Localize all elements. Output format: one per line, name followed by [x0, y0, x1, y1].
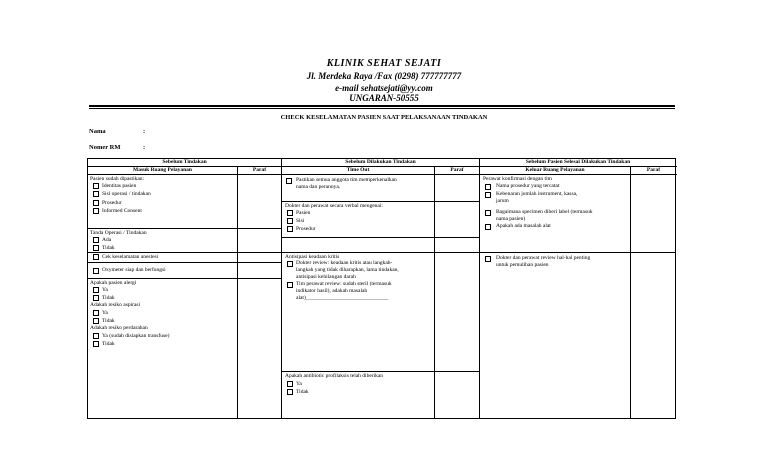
clinic-city: UNGARAN-50555	[349, 93, 419, 103]
instrument-count-line-2: jarum	[496, 198, 509, 204]
team-intro-line-2: nama dan perannya.	[296, 184, 341, 190]
checkbox-specimen-label[interactable]	[485, 210, 491, 216]
checkbox-team-intro[interactable]	[286, 178, 292, 184]
bleeding-yes-label: Ya (sudah disiapkan transfuse)	[102, 333, 170, 339]
checkbox-anesthesia[interactable]	[93, 254, 99, 260]
aspiration-no-label: Tidak	[102, 318, 115, 324]
section-before-finish: Sebelum Pasien Selesai Dilakukan Tindakan	[525, 159, 631, 165]
checkbox-identitas[interactable]	[93, 183, 99, 189]
clinic-name: KLINIK SEHAT SEJATI	[326, 58, 442, 69]
recovery-review-line-1: Dokter dan perawat review hal-hal penting	[496, 255, 591, 261]
confirmed-title: Pasien sudah dipastikan:	[90, 176, 145, 182]
checkbox-aspiration-no[interactable]	[93, 318, 99, 324]
equipment-problem-label: Apakah ada masalah alat	[496, 223, 551, 229]
clinic-email: e-mail sehatsejati@yy.com	[335, 83, 433, 93]
header-divider-thick	[89, 105, 675, 107]
verbal-sisi: Sisi	[296, 218, 305, 224]
item-informed-consent: Informed Consent	[102, 208, 142, 214]
checkbox-doctor-review[interactable]	[287, 261, 293, 267]
checkbox-procedure-name[interactable]	[485, 184, 491, 190]
col-divider-2	[281, 159, 282, 418]
item-identitas: Identitas pasien	[102, 183, 137, 189]
bleeding-no-label: Tidak	[102, 341, 115, 347]
nurse-review-line-3: alat)______________________________	[296, 295, 389, 301]
checkbox-nurse-review[interactable]	[287, 282, 293, 288]
col-divider-3	[434, 159, 435, 418]
subheader-paraf-1: Paraf	[252, 167, 267, 173]
antibiotic-yes-label: Ya	[296, 381, 302, 387]
subheader-paraf-3: Paraf	[646, 167, 661, 173]
header-divider-thin	[89, 108, 675, 109]
clinic-address: Jl. Merdeka Raya /Fax (0298) 777777777	[306, 71, 462, 81]
aspiration-yes-label: Ya	[102, 310, 108, 316]
verbal-title: Dokter dan perawat secara verbal mengenai:	[285, 203, 383, 209]
subheader-timeout: Time Out	[346, 167, 370, 173]
col-divider-1	[237, 159, 238, 418]
subheader-paraf-2: Paraf	[450, 167, 464, 173]
checkbox-instrument-count[interactable]	[485, 192, 491, 198]
subheader-keluar: Keluar Ruang Pelayanan	[525, 167, 585, 173]
section-before-action: Sebelum Dilakukan Tindakan	[345, 159, 416, 165]
checkbox-aspiration-yes[interactable]	[93, 310, 99, 316]
section-before-procedure: Sebelum Tindakan	[162, 159, 207, 165]
oximeter-label: Oxymeter siap dan berfungsi	[102, 267, 166, 273]
antibiotic-title: Apakah antibiotic profilaksis telah diberikan	[285, 373, 384, 379]
item-prosedur: Prosedur	[102, 200, 122, 206]
instrument-count-line-1: Kebenaran jumlah instrument, kassa,	[496, 191, 578, 197]
critical-title: Antisipasi keadaan kritis	[285, 254, 340, 260]
antibiotic-no-label: Tidak	[296, 389, 309, 395]
checkbox-verbal-pasien[interactable]	[287, 210, 293, 216]
mark-yes-label: Ada	[102, 237, 112, 243]
checkbox-antibiotic-yes[interactable]	[287, 381, 293, 387]
recovery-review-line-2: untuk pemulihan pasien	[496, 262, 549, 268]
bleeding-title: Adakah resiko perdarahan	[90, 325, 148, 331]
checklist-table	[87, 158, 676, 419]
checkbox-mark-no[interactable]	[93, 245, 99, 251]
subheader-row-line	[88, 174, 677, 175]
nurse-confirm-title: Perawat konfirmasi dengan tim	[483, 176, 552, 182]
checkbox-sisi-operasi[interactable]	[93, 191, 99, 197]
allergy-title: Apakah pasien alergi	[90, 280, 137, 286]
specimen-label-line-2: nama pasien)	[496, 216, 526, 222]
checkbox-antibiotic-no[interactable]	[287, 389, 293, 395]
allergy-yes-label: Ya	[102, 287, 108, 293]
nomor-rm-colon: :	[143, 144, 146, 151]
checkbox-verbal-prosedur[interactable]	[287, 226, 293, 232]
mark-no-label: Tidak	[102, 245, 115, 251]
checkbox-mark-yes[interactable]	[93, 237, 99, 243]
nurse-review-line-2: indikator hasil), adakah masalah	[296, 288, 368, 294]
verbal-pasien: Pasien	[296, 210, 311, 216]
doctor-review-line-2: langkah yang tidak diharapkan, lama tindakan,	[296, 267, 399, 273]
nama-label: Nama	[89, 128, 106, 135]
checkbox-equipment-problem[interactable]	[485, 224, 491, 230]
anesthesia-label: Cek keselamatan anestesi	[102, 254, 159, 260]
verbal-prosedur: Prosedur	[296, 226, 316, 232]
doctor-review-line-3: antisipasi kehilangan darah	[296, 274, 356, 280]
specimen-label-line-1: Bagaimana specimen diberi label (termasuk	[496, 209, 593, 215]
subheader-masuk: Masuk Ruang Pelayanan	[133, 167, 192, 173]
checkbox-allergy-no[interactable]	[93, 295, 99, 301]
nurse-review-line-1: Tim perawat review: sudah steril (termasuk	[296, 281, 392, 287]
mark-title: Tanda Operasi / Tindakan	[90, 230, 147, 236]
team-intro-line-1: Pastikan semua anggota tim memperkenalkan	[296, 177, 397, 183]
col-divider-4	[479, 159, 480, 418]
checkbox-bleeding-no[interactable]	[93, 341, 99, 347]
aspiration-title: Adakah resiko aspirasi	[90, 302, 141, 308]
procedure-name-label: Nama prosedur yang tercatat	[496, 183, 560, 189]
doctor-review-line-1: Dokter review: keadaan kritis atau langkah-	[296, 260, 393, 266]
nomor-rm-label: Nomer RM	[89, 144, 121, 151]
nama-colon: :	[143, 128, 146, 135]
checkbox-oximeter[interactable]	[93, 268, 99, 274]
item-sisi-operasi: Sisi operasi / tindakan	[102, 191, 151, 197]
form-title: CHECK KESELAMATAN PASIEN SAAT PELAKSANAAN TINDAKAN	[280, 114, 488, 121]
checkbox-prosedur[interactable]	[93, 200, 99, 206]
checkbox-informed-consent[interactable]	[93, 208, 99, 214]
col-divider-5	[630, 159, 631, 418]
checkbox-recovery-review[interactable]	[485, 256, 491, 262]
checkbox-bleeding-yes[interactable]	[93, 333, 99, 339]
checkbox-verbal-sisi[interactable]	[287, 218, 293, 224]
allergy-no-label: Tidak	[102, 295, 115, 301]
checkbox-allergy-yes[interactable]	[93, 287, 99, 293]
